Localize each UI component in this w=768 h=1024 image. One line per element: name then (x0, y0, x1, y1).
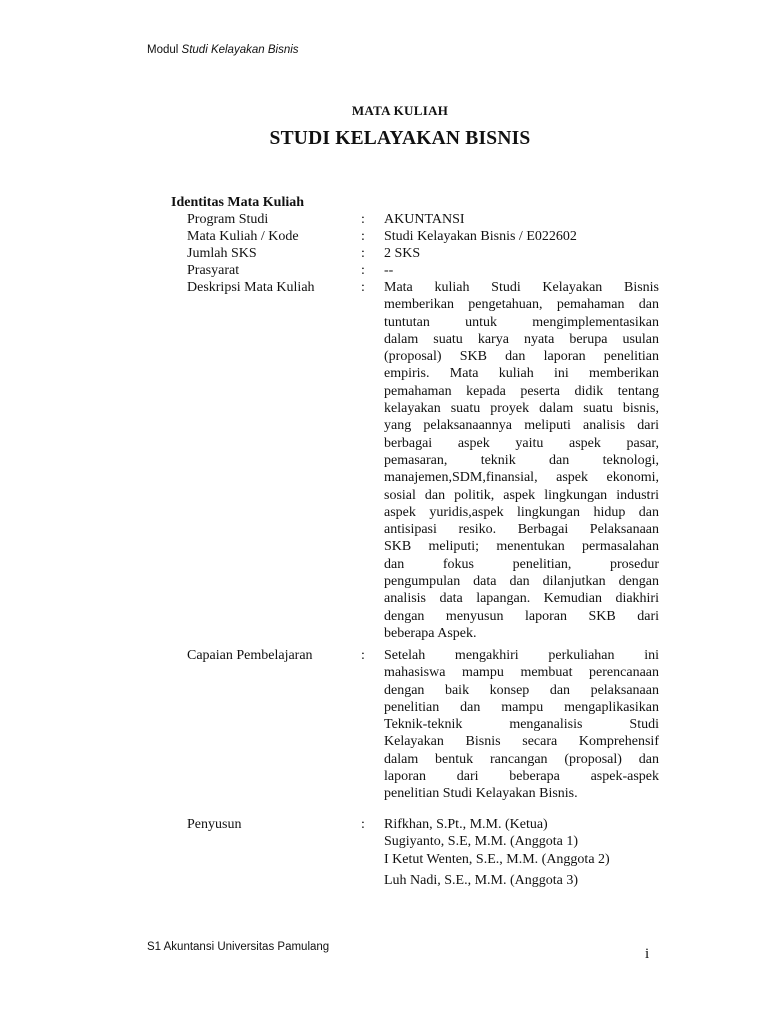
page-number: i (645, 946, 650, 962)
field-separator: : (361, 280, 365, 295)
text-line: dalam bentuk rancangan (proposal) dan (384, 751, 659, 767)
text-line: memberikan pengetahuan, pemahaman dan (384, 297, 659, 313)
text-line: Teknik-teknik menganalisis Studi (384, 717, 659, 733)
field-separator: : (361, 817, 365, 832)
capaian-text (384, 647, 659, 803)
text-line: sosial dan politik, aspek lingkungan industri (384, 487, 659, 503)
field-value: Studi Kelayakan Bisnis / E022602 (384, 229, 577, 244)
text-line: Mata kuliah Studi Kelayakan Bisnis (384, 280, 659, 295)
kicker: MATA KULIAH (351, 103, 449, 118)
text-line: kelayakan suatu proyek dalam suatu bisnis, (384, 401, 659, 417)
field-value: AKUNTANSI (384, 212, 465, 227)
deskripsi-text (384, 279, 659, 642)
header-subject: Studi Kelayakan Bisnis (181, 44, 299, 56)
section-heading: Identitas Mata Kuliah (171, 195, 305, 210)
text-line: tuntutan untuk mengimplementasikan (384, 314, 659, 330)
text-line: pemasaran, teknik dan teknologi, (384, 452, 659, 468)
field-label: Deskripsi Mata Kuliah (187, 280, 315, 295)
penyusun-list (384, 816, 659, 889)
text-line: Setelah mengakhiri perkuliahan ini (384, 648, 659, 663)
field-separator: : (361, 246, 365, 261)
field-separator: : (361, 229, 365, 244)
author-name: Sugiyanto, S.E, M.M. (Anggota 1) (384, 834, 579, 850)
text-line: beberapa Aspek. (384, 625, 477, 641)
field-value: -- (384, 263, 394, 278)
text-line: empiris. Mata kuliah ini memberikan (384, 366, 659, 382)
text-line: Kelayakan Bisnis secara Komprehensif (384, 734, 659, 750)
author-name: Rifkhan, S.Pt., M.M. (Ketua) (384, 817, 548, 832)
author-name: Luh Nadi, S.E., M.M. (Anggota 3) (384, 872, 579, 888)
text-line: antisipasi resiko. Berbagai Pelaksanaan (384, 522, 659, 538)
field-separator: : (361, 212, 365, 227)
text-line: analisis data lapangan. Kemudian diakhiri (384, 591, 659, 607)
author-name: I Ketut Wenten, S.E., M.M. (Anggota 2) (384, 851, 610, 867)
field-label: Jumlah SKS (187, 246, 257, 261)
text-line: dan fokus penelitian, prosedur (384, 556, 659, 572)
text-line: penelitian dan mampu mengaplikasikan (384, 699, 659, 715)
field-separator: : (361, 263, 365, 278)
text-line: SKB meliputi; menentukan permasalahan (384, 539, 659, 555)
text-line: aspek yuridis,aspek lingkungan hidup dan (384, 504, 659, 520)
text-line: yang pelaksanaannya meliputi analisis dari (384, 418, 659, 434)
text-line: dengan baik konsep dan pelaksanaan (384, 682, 659, 698)
text-line: laporan dari beberapa aspek-aspek (384, 769, 659, 785)
field-separator: : (361, 648, 365, 663)
field-label: Program Studi (187, 212, 269, 227)
text-line: dengan menyusun laporan SKB dari (384, 608, 659, 624)
field-label: Mata Kuliah / Kode (187, 229, 299, 244)
text-line: penelitian Studi Kelayakan Bisnis. (384, 786, 578, 802)
text-line: pemahaman kepada peserta didik tentang (384, 383, 659, 399)
text-line: pengumpulan data dan dilanjutkan dengan (384, 574, 659, 590)
page-title: STUDI KELAYAKAN BISNIS (269, 128, 531, 149)
field-value: 2 SKS (384, 246, 421, 261)
text-line: manajemen,SDM,finansial, aspek ekonomi, (384, 470, 659, 486)
field-label: Capaian Pembelajaran (187, 648, 313, 663)
field-label: Prasyarat (187, 263, 240, 278)
text-line: (proposal) SKB dan laporan penelitian (384, 349, 659, 365)
running-header (147, 44, 299, 56)
text-line: berbagai aspek yaitu aspek pasar, (384, 435, 659, 451)
text-line: dalam suatu karya nyata berupa usulan (384, 331, 659, 347)
header-prefix: Modul (147, 44, 179, 56)
field-label: Penyusun (187, 817, 242, 832)
running-footer: S1 Akuntansi Universitas Pamulang (147, 941, 330, 953)
text-line: mahasiswa mampu membuat perencanaan (384, 665, 659, 681)
